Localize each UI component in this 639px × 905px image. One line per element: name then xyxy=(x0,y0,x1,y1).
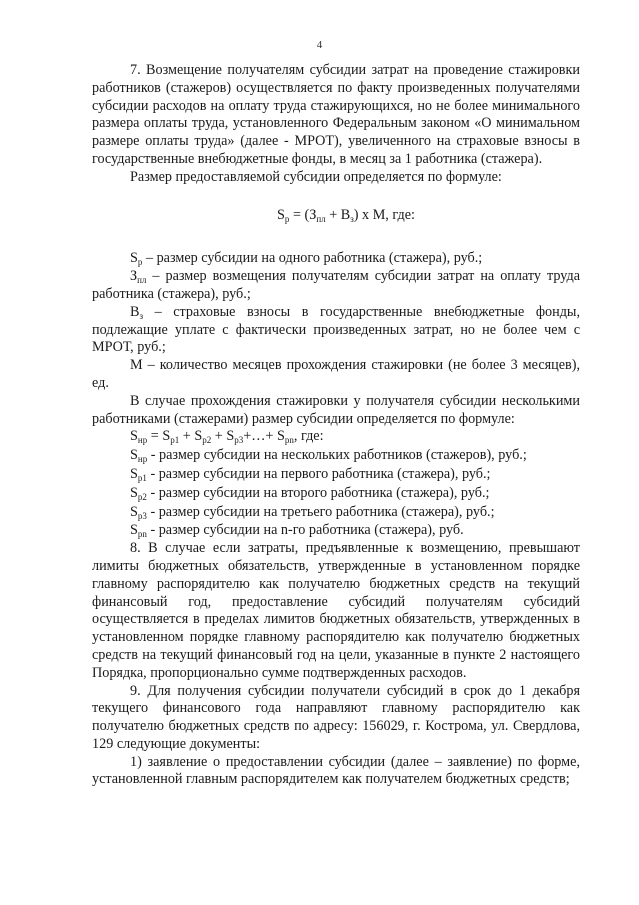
list-item xyxy=(130,485,580,503)
definition-text: – размер субсидии на одного работника (стажера), руб.; xyxy=(142,250,483,267)
formula-part: + S xyxy=(179,428,203,445)
formula-part: +…+ S xyxy=(243,428,285,445)
formula-part: , где: xyxy=(293,428,324,445)
symbol-sub: р2 xyxy=(202,435,212,446)
list-item xyxy=(130,504,580,522)
definition-vz xyxy=(92,304,580,357)
formula-z-sub: пл xyxy=(316,213,326,224)
paragraph-9: 9. Для получения субсидии получатели субсидий в срок до 1 декабря текущего финансового года направляют главному распорядителю как получателю бюджетных средств по адресу: 156029, г. Кострома, ул. Свердлова, 129 следующие документы: xyxy=(92,682,580,752)
formula-part: + S xyxy=(211,428,235,445)
formula-part: = S xyxy=(147,428,171,445)
definition-text: – страховые взносы в государственные внебюджетные фонды, подлежащие уплате с фактически произведенных затрат, но не более чем с МРОТ, руб.; xyxy=(92,303,580,356)
paragraph-7: 7. Возмещение получателям субсидии затрат на проведение стажировки работников (стажеров) осуществляется по факту произведенных получателями субсидии расходов на оплату труда стажирующихся, но не более минимального размера оплаты труда, установленного Федеральным законом «О минимальном размере оплаты труда» (далее - МРОТ), увеличенного на страховые взносы в государственные внебюджетные фонды, в месяц за 1 работника (стажера). xyxy=(92,62,580,167)
list-item xyxy=(130,522,580,540)
definition-zpl xyxy=(92,268,580,304)
list-text: - размер субсидии на третьего работника (стажера), руб.; xyxy=(146,503,495,520)
symbol: В xyxy=(130,303,140,320)
symbol: З xyxy=(130,268,138,285)
symbol-sub: нр xyxy=(137,435,148,446)
definition-text: – размер возмещения получателям субсидии затрат на оплату труда работника (стажера), руб.; xyxy=(92,268,580,302)
symbol-sub: р3 xyxy=(234,435,244,446)
list-text: - размер субсидии на второго работника (стажера), руб.; xyxy=(146,484,490,501)
symbol: S xyxy=(130,250,138,267)
item-1: 1) заявление о предоставлении субсидии (далее – заявление) по форме, установленной главным распорядителем как получателем бюджетных средств; xyxy=(92,753,580,788)
subsidy-formula xyxy=(112,207,580,225)
symbol-sub: р2 xyxy=(137,491,147,502)
symbol-sub: р3 xyxy=(137,510,147,521)
page-number: 4 xyxy=(316,39,323,51)
symbol-sub: нр xyxy=(137,454,148,465)
formula-s-sub: р xyxy=(284,213,290,224)
multi-formula xyxy=(92,428,580,446)
symbol-sub: р1 xyxy=(170,435,180,446)
symbol: S xyxy=(130,465,138,482)
definition-m: M – количество месяцев прохождения стажировки (не более 3 месяцев), ед. xyxy=(92,357,580,391)
symbol: S xyxy=(130,484,138,501)
symbol-list xyxy=(92,447,580,540)
formula-plus: + В xyxy=(325,206,351,223)
formula-eq: = (З xyxy=(289,206,317,223)
list-text: - размер субсидии на n-го работника (стажера), руб. xyxy=(146,522,464,539)
symbol-sub: пл xyxy=(137,275,147,286)
symbol-sub: р xyxy=(137,257,143,268)
list-text: - размер субсидии на первого работника (стажера), руб.; xyxy=(146,465,491,482)
formula-intro: Размер предоставляемой субсидии определяется по формуле: xyxy=(130,168,502,185)
symbol: S xyxy=(130,428,138,445)
symbol: S xyxy=(130,522,138,539)
symbol: S xyxy=(130,447,138,464)
symbol-sub: р1 xyxy=(137,472,147,483)
formula-s: S xyxy=(277,206,285,223)
list-text: - размер субсидии на нескольких работников (стажеров), руб.; xyxy=(147,447,527,464)
paragraph-8: 8. В случае если затраты, предъявленные к возмещению, превышают лимиты бюджетных обязательств, утвержденные в установленном порядке главному распорядителю как получателю бюджетных средств на текущий финансовый год, предоставление субсидий получателям субсидий осуществляется в пределах лимитов бюджетных обязательств, утвержденных в установленном порядке главному распорядителю как получателю бюджетных средств на текущий финансовый год на цели, указанные в пункте 2 настоящего Порядка, пропорционально сумме подтвержденных расходов. xyxy=(92,540,580,681)
document-body xyxy=(92,62,580,789)
symbol-sub: з xyxy=(139,310,144,321)
definition-sp xyxy=(92,250,580,268)
symbol-sub: рn xyxy=(284,435,294,446)
list-item xyxy=(130,447,580,465)
symbol-sub: рn xyxy=(137,529,147,540)
list-item xyxy=(130,466,580,484)
formula-v-sub: з xyxy=(350,213,354,224)
multi-intro: В случае прохождения стажировки у получателя субсидии несколькими работниками (стажерами) размер субсидии определяется по формуле: xyxy=(92,392,580,427)
formula-rest: ) x M, где: xyxy=(353,206,415,223)
symbol: S xyxy=(130,503,138,520)
